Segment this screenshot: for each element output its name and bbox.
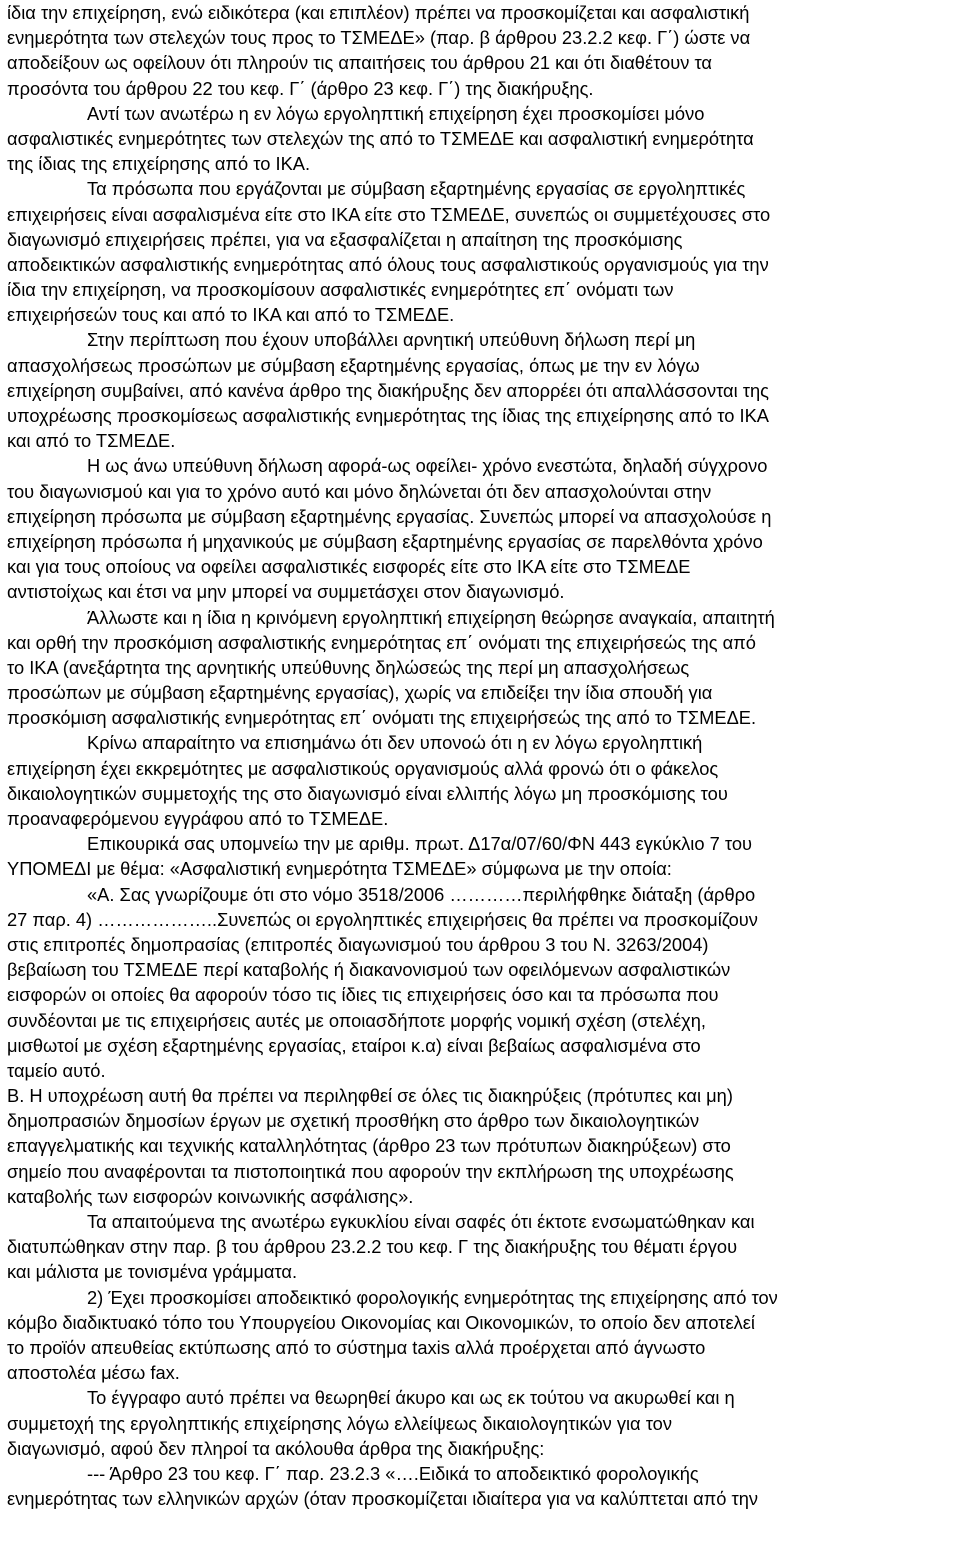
text-line: Β. Η υποχρέωση αυτή θα πρέπει να περιληφθεί σε όλες τις διακηρύξεις (πρότυπες και μη) <box>7 1085 733 1107</box>
text-line: ενημερότητα των στελεχών τους προς το ΤΣΜΕΔΕ» (παρ. β άρθρου 23.2.2 κεφ. Γ΄) ώστε να <box>7 27 751 49</box>
text-line: και από το ΤΣΜΕΔΕ. <box>7 430 176 452</box>
text-line: και ορθή την προσκόμιση ασφαλιστικής ενημερότητας επ΄ ονόματι της επιχειρήσεώς της από <box>7 631 756 653</box>
text-line: και μάλιστα με τονισμένα γράμματα. <box>7 1261 298 1283</box>
text-line: Τα πρόσωπα που εργάζονται με σύμβαση εξαρτημένης εργασίας σε εργοληπτικές <box>87 178 746 200</box>
text-line: μισθωτοί με σχέση εξαρτημένης εργασίας, εταίροι κ.α) είναι βεβαίως ασφαλισμένα στο <box>7 1034 701 1056</box>
text-line: Άλλωστε και η ίδια η κρινόμενη εργοληπτική επιχείρηση θεώρησε αναγκαία, απαιτητή <box>87 606 775 628</box>
text-line: υποχρέωσης προσκομίσεως ασφαλιστικής ενημερότητας της ίδιας της επιχείρησης από το ΙΚΑ <box>7 405 769 426</box>
text-line: δημοπρασιών δημοσίων έργων με σχετική προσθήκη στο άρθρο των δικαιολογητικών <box>7 1110 700 1132</box>
text-line: ενημερότητας των ελληνικών αρχών (όταν προσκομίζεται ιδιαίτερα για να καλύπτεται από την <box>7 1488 759 1510</box>
text-line: 27 παρ. 4) ………………..Συνεπώς οι εργοληπτικές επιχειρήσεις θα πρέπει να προσκομίζουν <box>7 908 758 930</box>
text-line: «Α. Σας γνωρίζουμε ότι στο νόμο 3518/2006 …………περιλήφθηκε διάταξη (άρθρο <box>87 883 756 905</box>
text-line: της ίδιας της επιχείρησης από το ΙΚΑ. <box>7 153 311 175</box>
text-line: απασχολήσεως προσώπων με σύμβαση εξαρτημένης εργασίας, όπως με την εν λόγω <box>7 354 700 376</box>
text-line: επιχειρήσεις είναι ασφαλισμένα είτε στο ΙΚΑ είτε στο ΤΣΜΕΔΕ, συνεπώς οι συμμετέχουσες στο <box>7 203 771 225</box>
text-line: αποστολέα μέσω fax. <box>7 1362 180 1384</box>
text-line: Τα απαιτούμενα της ανωτέρω εγκυκλίου είναι σαφές ότι έκτοτε ενσωματώθηκαν και <box>87 1211 755 1232</box>
text-line: και για τους οποίους να οφείλει ασφαλιστικές εισφορές είτε στο ΙΚΑ είτε στο ΤΣΜΕΔΕ <box>7 556 691 578</box>
text-line: το προϊόν απευθείας εκτύπωσης από το σύστημα taxis αλλά προέρχεται από άγνωστο <box>7 1336 706 1358</box>
text-line: προσώπων με σύμβαση εξαρτημένης εργασίας), χωρίς να επιδείξει την ίδια σπουδή για <box>7 682 713 704</box>
text-line: σημείο που αναφέρονται τα πιστοποιητικά που αφορούν την εκπλήρωση της υποχρέωσης <box>7 1160 734 1182</box>
text-line: --- Άρθρο 23 του κεφ. Γ΄ παρ. 23.2.3 «….Ειδικά το αποδεικτικό φορολογικής <box>87 1462 699 1484</box>
text-line: επιχείρηση έχει εκκρεμότητες με ασφαλιστικούς οργανισμούς αλλά φρονώ ότι ο φάκελος <box>7 757 719 779</box>
text-line: διαγωνισμό επιχειρήσεις πρέπει, για να εξασφαλίζεται η απαίτηση της προσκόμισης <box>7 228 683 250</box>
text-line: επιχείρηση πρόσωπα με σύμβαση εξαρτημένης εργασίας. Συνεπώς μπορεί να απασχολούσε η <box>7 505 772 527</box>
text-line: κόμβο διαδικτυακό τόπο του Υπουργείου Οικονομίας και Οικονομικών, το οποίο δεν αποτελεί <box>7 1311 755 1333</box>
text-line: Στην περίπτωση που έχουν υποβάλλει αρνητική υπεύθυνη δήλωση περί μη <box>87 329 696 351</box>
text-line: συνδέονται με τις επιχειρήσεις αυτές με οποιασδήποτε μορφής νομική σχέση (στελέχη, <box>7 1009 706 1031</box>
text-line: συμμετοχή της εργοληπτικής επιχείρησης λόγω ελλείψεως δικαιολογητικών για τον <box>7 1412 672 1434</box>
text-line: Το έγγραφο αυτό πρέπει να θεωρηθεί άκυρο και ως εκ τούτου να ακυρωθεί και η <box>87 1387 735 1409</box>
text-line: προσκόμιση ασφαλιστικής ενημερότητας επ΄ ονόματι της επιχειρήσεώς της από το ΤΣΜΕΔΕ. <box>7 707 757 729</box>
text-line: Επικουρικά σας υπομνείω την με αριθμ. πρωτ. Δ17α/07/60/ΦΝ 443 εγκύκλιο 7 του <box>87 833 752 855</box>
text-line: ταμείο αυτό. <box>7 1059 106 1081</box>
text-line: βεβαίωση του ΤΣΜΕΔΕ περί καταβολής ή διακανονισμού των οφειλόμενων ασφαλιστικών <box>7 959 731 981</box>
text-line: ασφαλιστικές ενημερότητες των στελεχών της από το ΤΣΜΕΔΕ και ασφαλιστική ενημερότητα <box>7 127 754 149</box>
text-line: 2) Έχει προσκομίσει αποδεικτικό φορολογικής ενημερότητας της επιχείρησης από τον <box>87 1286 778 1308</box>
text-line: προαναφερόμενου εγγράφου από το ΤΣΜΕΔΕ. <box>7 808 389 829</box>
text-line: Η ως άνω υπεύθυνη δήλωση αφορά-ως οφείλει- χρόνο ενεστώτα, δηλαδή σύγχρονο <box>87 455 768 477</box>
text-line: Κρίνω απαραίτητο να επισημάνω ότι δεν υπονοώ ότι η εν λόγω εργοληπτική <box>87 732 703 754</box>
text-line: ίδια την επιχείρηση, ενώ ειδικότερα (και επιπλέον) πρέπει να προσκομίζεται και ασφαλιστική <box>7 2 750 23</box>
text-line: προσόντα του άρθρου 22 του κεφ. Γ΄ (άρθρο 23 κεφ. Γ΄) της διακήρυξης. <box>7 77 594 99</box>
text-line: επιχειρήσεών τους και από το ΙΚΑ και από το ΤΣΜΕΔΕ. <box>7 304 455 326</box>
text-line: επαγγελματικής και τεχνικής καταλληλότητας (άρθρο 23 των πρότυπων διακηρύξεων) στο <box>7 1135 731 1157</box>
text-line: αντιστοίχως και έτσι να μην μπορεί να συμμετάσχει στον διαγωνισμό. <box>7 581 565 603</box>
text-line: του διαγωνισμού και για το χρόνο αυτό και μόνο δηλώνεται ότι δεν απασχολούνται στην <box>7 480 712 502</box>
text-line: αποδεικτικών ασφαλιστικής ενημερότητας από όλους τους ασφαλιστικούς οργανισμούς για την <box>7 253 769 275</box>
text-line: ΥΠΟΜΕΔΙ με θέμα: «Ασφαλιστική ενημερότητα ΤΣΜΕΔΕ» σύμφωνα με την οποία: <box>7 858 672 880</box>
text-line: δικαιολογητικών συμμετοχής της στο διαγωνισμό είναι ελλιπής λόγω μη προσκόμισης του <box>7 782 728 804</box>
text-line: το ΙΚΑ (ανεξάρτητα της αρνητικής υπεύθυνης δηλώσεώς της περί μη απασχολήσεως <box>7 656 690 678</box>
text-line: Αντί των ανωτέρω η εν λόγω εργοληπτική επιχείρηση έχει προσκομίσει μόνο <box>87 102 705 124</box>
text-line: διατυπώθηκαν στην παρ. β του άρθρου 23.2.2 του κεφ. Γ της διακήρυξης του θέματι έργου <box>7 1236 738 1258</box>
text-line: καταβολής των εισφορών κοινωνικής ασφάλισης». <box>7 1185 414 1207</box>
text-line: εισφορών οι οποίες θα αφορούν τόσο τις ίδιες τις επιχειρήσεις όσο και τα πρόσωπα που <box>7 984 719 1006</box>
text-line: διαγωνισμό, αφού δεν πληροί τα ακόλουθα άρθρα της διακήρυξης: <box>7 1437 545 1459</box>
text-line: ίδια την επιχείρηση, να προσκομίσουν ασφαλιστικές ενημερότητες επ΄ ονόματι των <box>7 279 674 301</box>
text-line: επιχείρηση συμβαίνει, από κανένα άρθρο της διακήρυξης δεν απορρέει ότι απαλλάσσονται της <box>7 379 769 401</box>
text-line: στις επιτροπές δημοπρασίας (επιτροπές διαγωνισμού του άρθρου 3 του Ν. 3263/2004) <box>7 933 709 955</box>
text-line: αποδείξουν ως οφείλουν ότι πληρούν τις απαιτήσεις του άρθρου 21 και ότι διαθέτουν τα <box>7 52 712 74</box>
text-line: επιχείρηση πρόσωπα ή μηχανικούς με σύμβαση εξαρτημένης εργασίας σε παρελθόντα χρόνο <box>7 530 763 552</box>
